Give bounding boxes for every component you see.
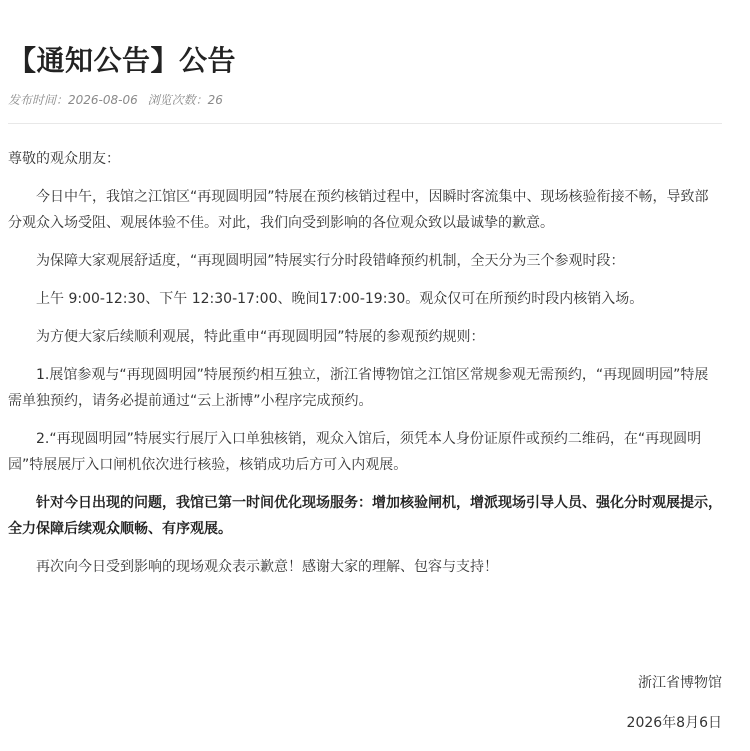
article-body	[8, 146, 722, 580]
publish-time: 发布时间：2026-08-06	[8, 93, 138, 107]
signature-block	[627, 670, 722, 736]
paragraph-improvements: 针对今日出现的问题，我馆已第一时间优化现场服务：增加核验闸机，增派现场引导人员、强化分时观展提示，全力保障后续观众顺畅、有序观展。	[8, 495, 722, 537]
paragraph-time-slots: 上午 9:00-12:30、下午 12:30-17:00、晚间17:00-19:30。观众仅可在所预约时段内核销入场。	[36, 291, 644, 307]
greeting: 尊敬的观众朋友：	[8, 151, 120, 167]
paragraph-closing: 再次向今日受到影响的现场观众表示歉意！感谢大家的理解、包容与支持！	[36, 559, 498, 575]
title-divider	[8, 123, 722, 124]
signature-date: 2026年8月6日	[626, 715, 722, 731]
article-title: 【通知公告】公告	[8, 44, 237, 77]
paragraph-booking-mechanism: 为保障大家观展舒适度，“再现圆明园”特展实行分时段错峰预约机制，全天分为三个参观时段：	[36, 253, 625, 269]
paragraph-rule-1: 1.展馆参观与“再现圆明园”特展预约相互独立，浙江省博物馆之江馆区常规参观无需预约，“再现圆明园”特展需单独预约，请务必提前通过“云上浙博”小程序完成预约。	[8, 367, 709, 409]
view-count: 浏览次数：26	[147, 93, 223, 107]
signature-organization: 浙江省博物馆	[638, 675, 722, 691]
paragraph-rules-intro: 为方便大家后续顺利观展，特此重申“再现圆明园”特展的参观预约规则：	[36, 329, 485, 345]
paragraph-apology: 今日中午，我馆之江馆区“再现圆明园”特展在预约核销过程中，因瞬时客流集中、现场核验衔接不畅，导致部分观众入场受阻、观展体验不佳。对此，我们向受到影响的各位观众致以最诚挚的歉意。	[8, 189, 709, 231]
paragraph-rule-2: 2.“再现圆明园”特展实行展厅入口单独核销，观众入馆后，须凭本人身份证原件或预约二维码，在“再现圆明园”特展展厅入口闸机依次进行核验，核销成功后方可入内观展。	[8, 431, 702, 473]
article-meta	[8, 91, 722, 109]
